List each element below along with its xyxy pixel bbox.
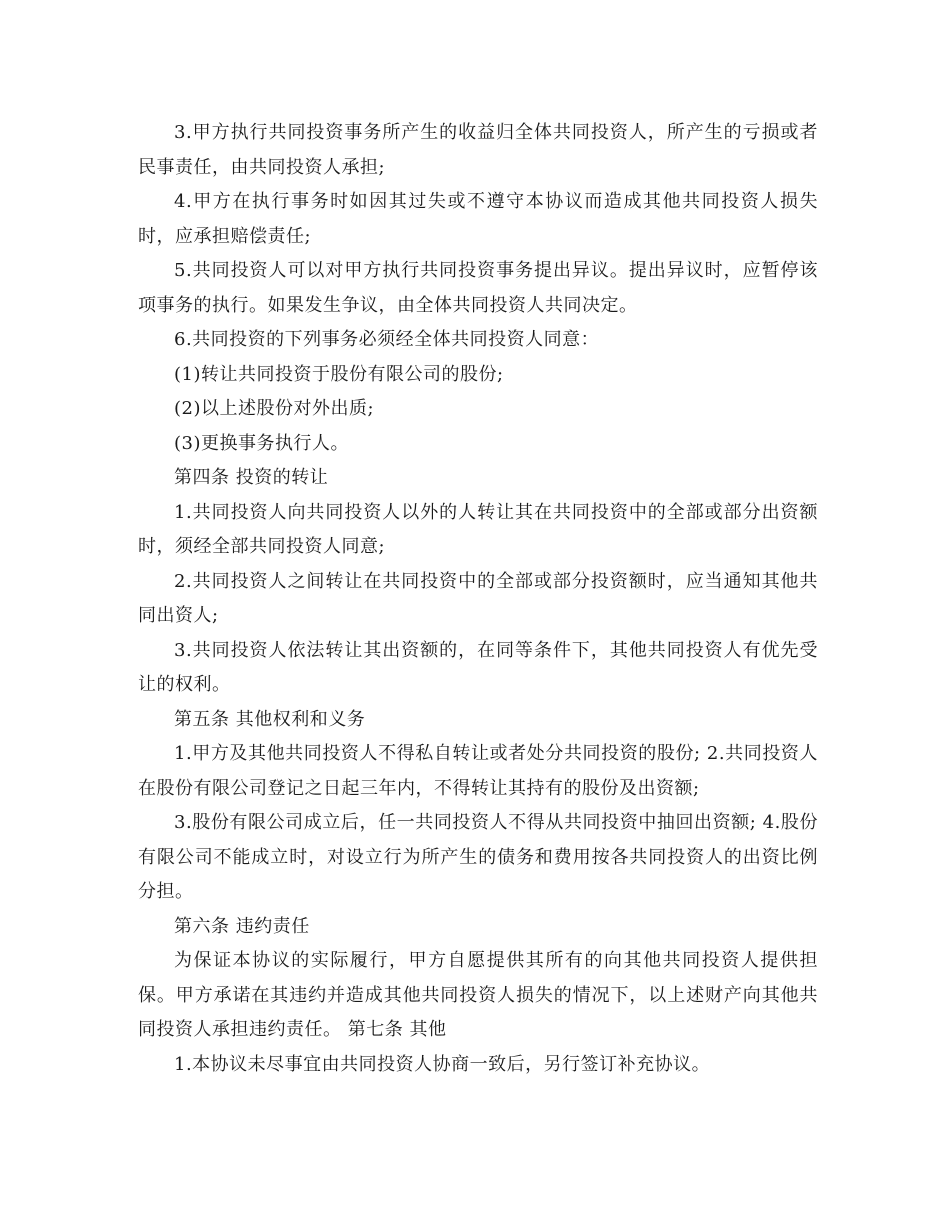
paragraph-clause-3-5: 5.共同投资人可以对甲方执行共同投资事务提出异议。提出异议时，应暂停该项事务的执行。如果发生争议，由全体共同投资人共同决定。 [138,260,818,316]
list-item-1: (1)转让共同投资于股份有限公司的股份; [174,363,504,385]
paragraph-clause-4-1: 1.共同投资人向共同投资人以外的人转让其在共同投资中的全部或部分出资额时，须经全部共同投资人同意; [138,501,818,557]
paragraph-clause-3-3: 3.甲方执行共同投资事务所产生的收益归全体共同投资人，所产生的亏损或者民事责任，由共同投资人承担; [138,122,818,178]
paragraph-clause-3-6: 6.共同投资的下列事务必须经全体共同投资人同意： [174,329,600,350]
section-heading-article-6: 第六条 违约责任 [174,915,310,937]
paragraph-clause-6-body: 为保证本协议的实际履行，甲方自愿提供其所有的向其他共同投资人提供担保。甲方承诺在其违约并造成其他共同投资人损失的情况下，以上述财产向其他共同投资人承担违约责任。 第七条 其他 [138,950,818,1040]
paragraph-clause-7-1: 1.本协议未尽事宜由共同投资人协商一致后，另行签订补充协议。 [174,1053,711,1075]
paragraph-clause-3-4: 4.甲方在执行事务时如因其过失或不遵守本协议而造成其他共同投资人损失时，应承担赔偿责任; [138,191,818,247]
section-heading-article-4: 第四条 投资的转让 [174,467,329,488]
paragraph-clause-5-1-2: 1.甲方及其他共同投资人不得私自转让或者处分共同投资的股份; 2.共同投资人在股份有限公司登记之日起三年内，不得转让其持有的股份及出资额; [138,743,818,799]
list-item-3: (3)更换事务执行人。 [174,432,349,454]
paragraph-clause-4-2: 2.共同投资人之间转让在共同投资中的全部或部分投资额时，应当通知其他共同出资人; [138,570,818,626]
document-body [138,116,818,1082]
paragraph-clause-4-3: 3.共同投资人依法转让其出资额的，在同等条件下，其他共同投资人有优先受让的权利。 [138,639,818,695]
section-heading-article-5: 第五条 其他权利和义务 [174,708,366,730]
list-item-2: (2)以上述股份对外出质; [174,398,375,419]
paragraph-clause-5-3-4: 3.股份有限公司成立后，任一共同投资人不得从共同投资中抽回出资额; 4.股份有限公司不能成立时，对设立行为所产生的债务和费用按各共同投资人的出资比例分担。 [138,812,818,902]
